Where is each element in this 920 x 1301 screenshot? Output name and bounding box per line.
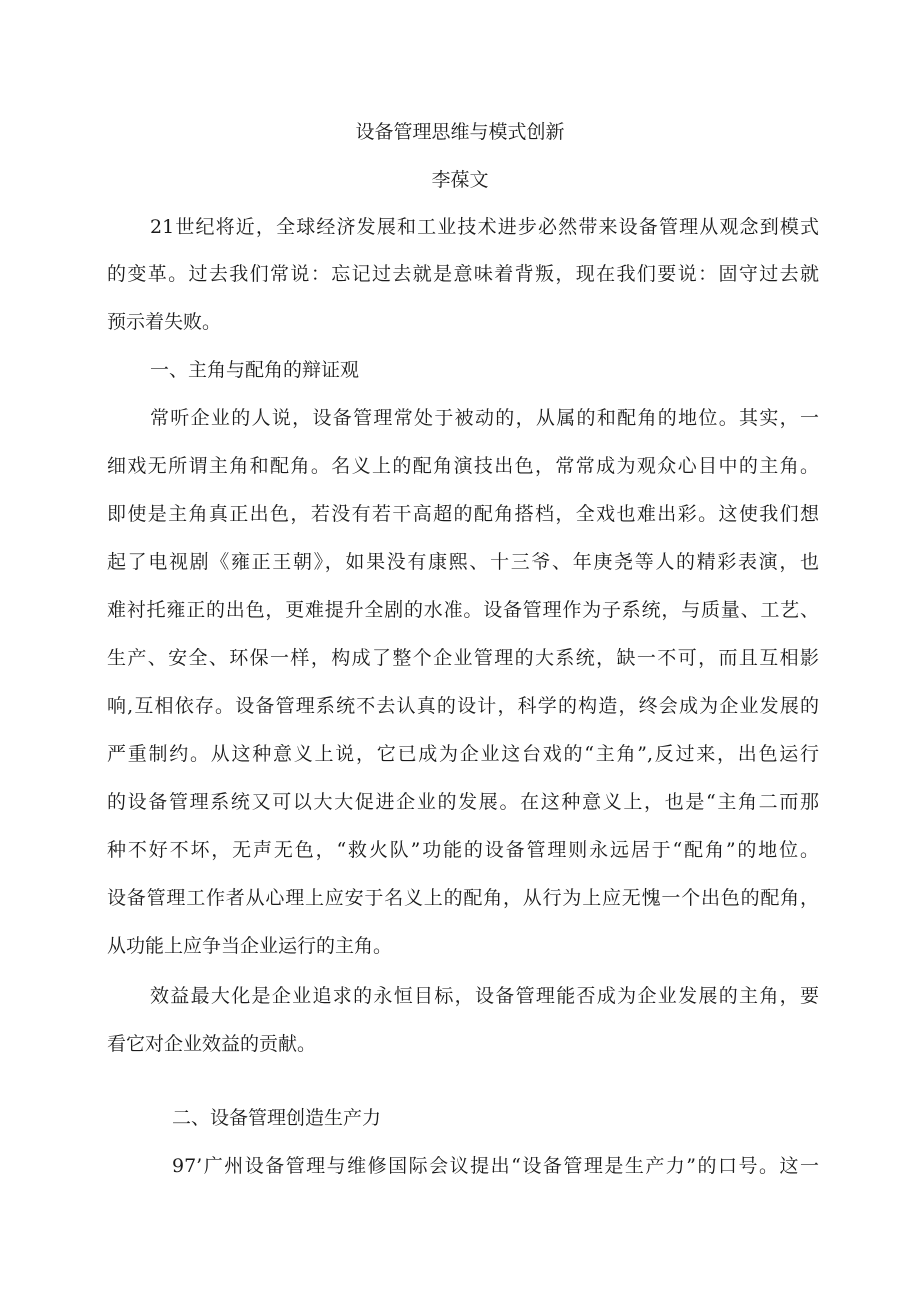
paragraph-2-line-2: 细戏无所谓主角和配角。名义上的配角演技出色，常常成为观众心目中的主角。 xyxy=(107,455,819,477)
document-title: 设备管理思维与模式创新 xyxy=(355,121,565,143)
paragraph-1-line-2: 的变革。过去我们常说：忘记过去就是意味着背叛，现在我们要说：固守过去就 xyxy=(107,263,819,285)
document-author: 李葆文 xyxy=(431,169,489,191)
section-1-heading: 一、主角与配角的辩证观 xyxy=(150,359,360,381)
paragraph-2-line-8: 严重制约。从这种意义上说，它已成为企业这台戏的“主角”,反过来，出色运行 xyxy=(107,743,819,765)
paragraph-2-line-12: 从功能上应争当企业运行的主角。 xyxy=(107,935,393,957)
paragraph-2-line-11: 设备管理工作者从心理上应安于名义上的配角，从行为上应无愧一个出色的配角， xyxy=(107,887,819,909)
paragraph-3-line-1: 效益最大化是企业追求的永恒目标，设备管理能否成为企业发展的主角，要 xyxy=(150,985,819,1007)
paragraph-3-line-2: 看它对企业效益的贡献。 xyxy=(107,1033,317,1055)
paragraph-2-line-9: 的设备管理系统又可以大大促进企业的发展。在这种意义上，也是“主角二而那 xyxy=(107,791,819,813)
paragraph-2-line-10: 种不好不坏，无声无色，“救火队”功能的设备管理则永远居于“配角”的地位。 xyxy=(107,839,819,861)
paragraph-2-line-5: 难衬托雍正的出色，更难提升全剧的水准。设备管理作为子系统，与质量、工艺、 xyxy=(107,599,819,621)
paragraph-1-line-1: 21世纪将近，全球经济发展和工业技术进步必然带来设备管理从观念到模式 xyxy=(150,216,819,238)
paragraph-2-line-7: 响,互相依存。设备管理系统不去认真的设计，科学的构造，终会成为企业发展的 xyxy=(107,695,819,717)
section-2-heading: 二、设备管理创造生产力 xyxy=(172,1107,382,1129)
paragraph-2-line-3: 即使是主角真正出色，若没有若干高超的配角搭档，全戏也难出彩。这使我们想 xyxy=(107,503,819,525)
paragraph-4-line-1: 97’广州设备管理与维修国际会议提出“设备管理是生产力”的口号。这一 xyxy=(172,1155,819,1177)
paragraph-2-line-4: 起了电视剧《雍正王朝》，如果没有康熙、十三爷、年庚尧等人的精彩表演，也 xyxy=(107,551,819,573)
paragraph-2-line-6: 生产、安全、环保一样，构成了整个企业管理的大系统，缺一不可，而且互相影 xyxy=(107,647,819,669)
paragraph-1-line-3: 预示着失败。 xyxy=(107,311,222,333)
paragraph-2-line-1: 常听企业的人说，设备管理常处于被动的，从属的和配角的地位。其实，一 xyxy=(150,407,819,429)
